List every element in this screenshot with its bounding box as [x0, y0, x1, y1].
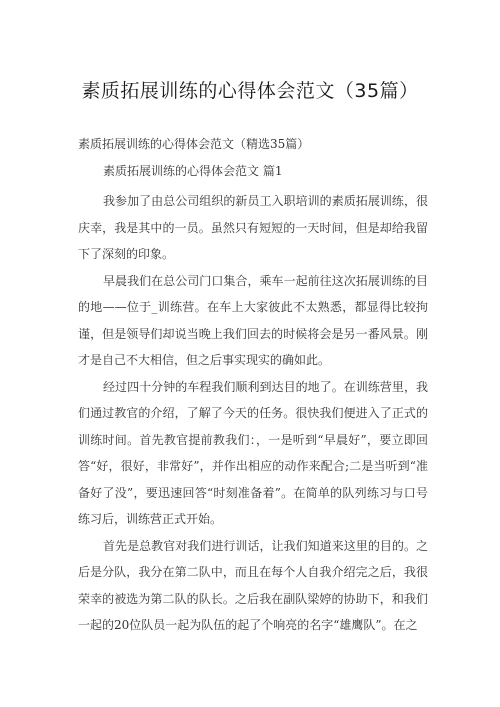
document-subtitle: 素质拓展训练的心得体会范文（精选35篇） — [78, 137, 310, 151]
section-heading: 素质拓展训练的心得体会范文 篇1 — [103, 164, 283, 178]
paragraph: 早晨我们在总公司门口集合，乘车一起前往这次拓展训练的目的地——位于_训练营。在车上大家彼此不太熟悉，都显得比较拘谨，但是领导们却说当晚上我们回去的时候将会是另一番风景。刚才是自己不大相信，但之后事实现实的确如此。 — [78, 273, 428, 367]
paragraph: 经过四十分钟的车程我们顺利到达目的地了。在训练营里，我们通过教官的介绍，了解了今天的任务。很快我们便进入了正式的训练时间。首先教官提前教我们：，一是听到“早晨好”，要立即回答“好，很好，非常好”，并作出相应的动作来配合;二是当听到“准备好了没”，要迅速回答“时刻准备着”。在简单的队列练习与口号练习后，训练营正式开始。 — [78, 379, 428, 526]
paragraph: 我参加了由总公司组织的新员工入职培训的素质拓展训练，很庆幸，我是其中的一员。虽然只有短短的一天时间，但是却给我留下了深刻的印象。 — [78, 194, 428, 261]
document-title: 素质拓展训练的心得体会范文（35篇） — [81, 80, 419, 102]
document-body — [78, 188, 428, 639]
paragraph: 首先是总教官对我们进行训话，让我们知道来这里的目的。之后是分队，我分在第二队中，而且在每个人自我介绍完之后，我很荣幸的被选为第二队的队长。之后我在副队梁婷的协助下，和我们一起的20位队员一起为队伍的起了个响亮的名字“雄鹰队”。在之 — [78, 538, 428, 632]
